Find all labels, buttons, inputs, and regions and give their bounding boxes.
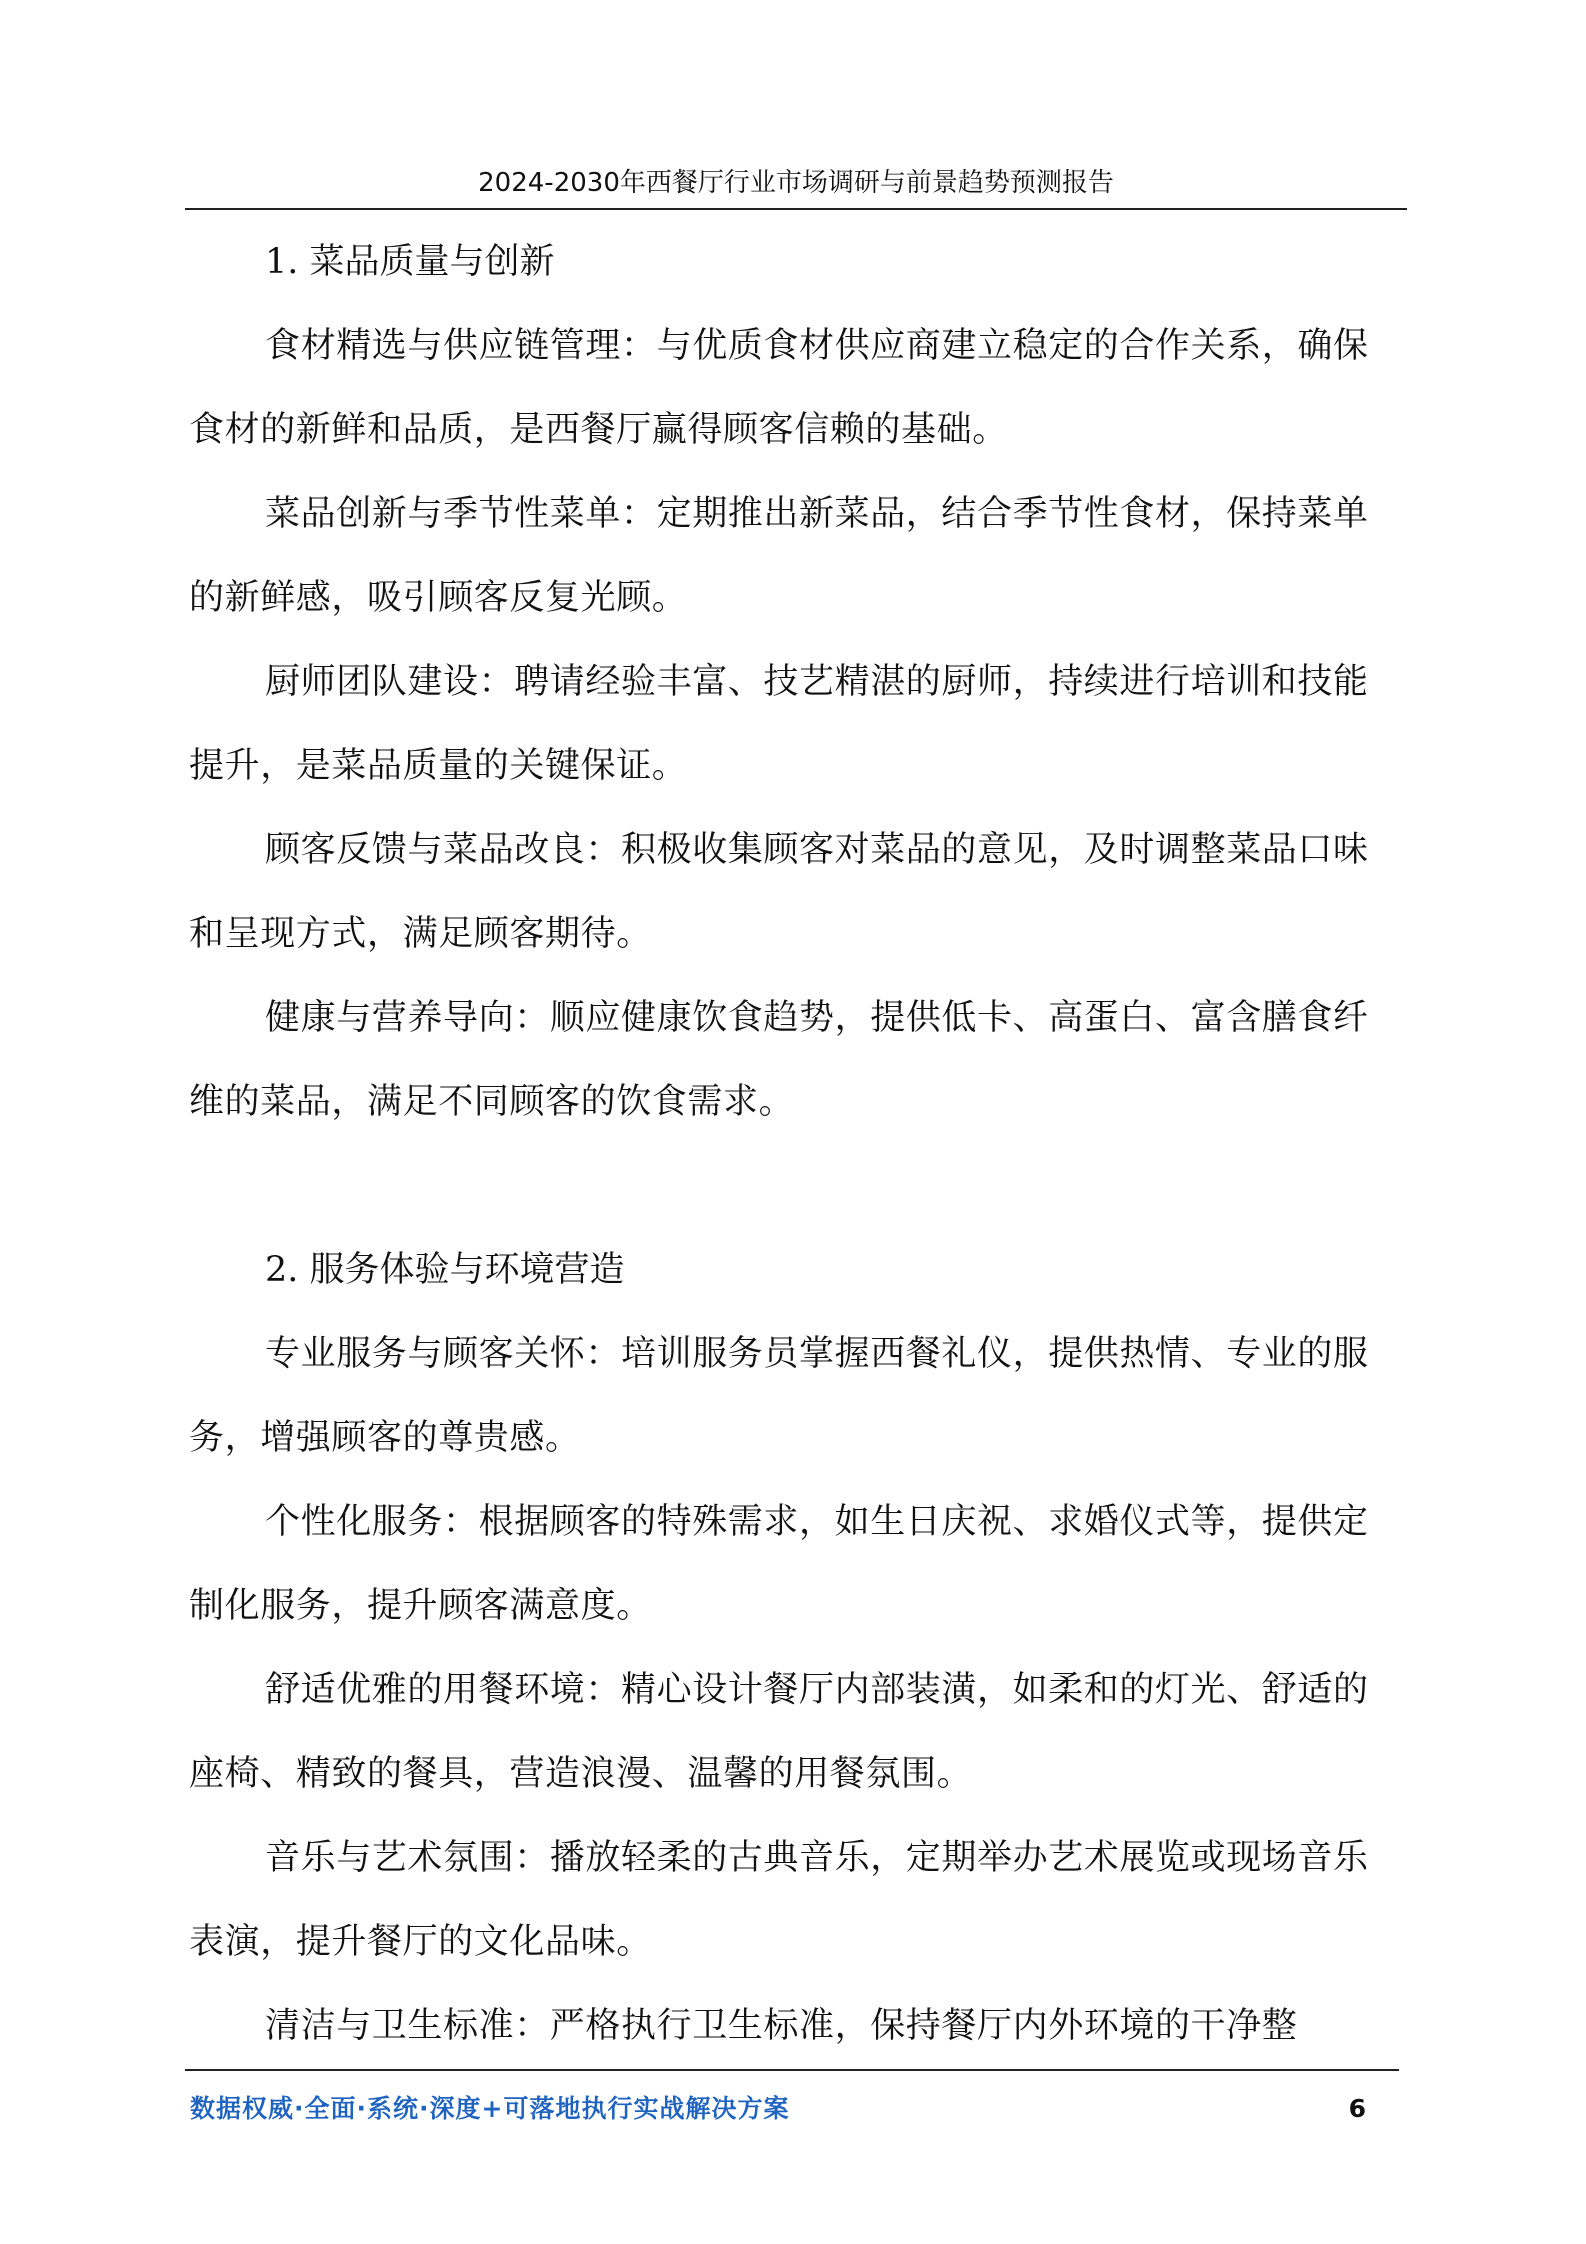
paragraph-menu-innovation: 菜品创新与季节性菜单：定期推出新菜品，结合季节性食材，保持菜单的新鲜感，吸引顾客反复光顾。	[189, 494, 1369, 618]
footer-slogan: 数据权威·全面·系统·深度+可落地执行实战解决方案	[190, 2094, 790, 2123]
page-number: 6	[1348, 2094, 1366, 2123]
section-heading-2: 2. 服务体验与环境营造	[265, 1250, 625, 1290]
footer-divider	[185, 2069, 1399, 2071]
section-heading-1: 1. 菜品质量与创新	[265, 242, 555, 282]
document-body	[189, 220, 1399, 2068]
paragraph-hygiene: 清洁与卫生标准：严格执行卫生标准，保持餐厅内外环境的干净整	[265, 2006, 1298, 2046]
paragraph-health-nutrition: 健康与营养导向：顺应健康饮食趋势，提供低卡、高蛋白、富含膳食纤维的菜品，满足不同顾客的饮食需求。	[189, 998, 1369, 1122]
paragraph-dining-environment: 舒适优雅的用餐环境：精心设计餐厅内部装潢，如柔和的灯光、舒适的座椅、精致的餐具，营造浪漫、温馨的用餐氛围。	[189, 1670, 1369, 1794]
paragraph-customer-feedback: 顾客反馈与菜品改良：积极收集顾客对菜品的意见，及时调整菜品口味和呈现方式，满足顾客期待。	[189, 830, 1369, 954]
paragraph-ingredients: 食材精选与供应链管理：与优质食材供应商建立稳定的合作关系，确保食材的新鲜和品质，是西餐厅赢得顾客信赖的基础。	[189, 326, 1369, 450]
paragraph-professional-service: 专业服务与顾客关怀：培训服务员掌握西餐礼仪，提供热情、专业的服务，增强顾客的尊贵感。	[189, 1334, 1369, 1458]
report-title: 2024-2030年西餐厅行业市场调研与前景趋势预测报告	[478, 168, 1114, 198]
section-spacer	[189, 1144, 1399, 1228]
paragraph-personalized-service: 个性化服务：根据顾客的特殊需求，如生日庆祝、求婚仪式等，提供定制化服务，提升顾客满意度。	[189, 1502, 1369, 1626]
paragraph-music-art: 音乐与艺术氛围：播放轻柔的古典音乐，定期举办艺术展览或现场音乐表演，提升餐厅的文化品味。	[189, 1838, 1369, 1962]
header-divider	[185, 208, 1407, 210]
paragraph-chef-team: 厨师团队建设：聘请经验丰富、技艺精湛的厨师，持续进行培训和技能提升，是菜品质量的关键保证。	[189, 662, 1369, 786]
